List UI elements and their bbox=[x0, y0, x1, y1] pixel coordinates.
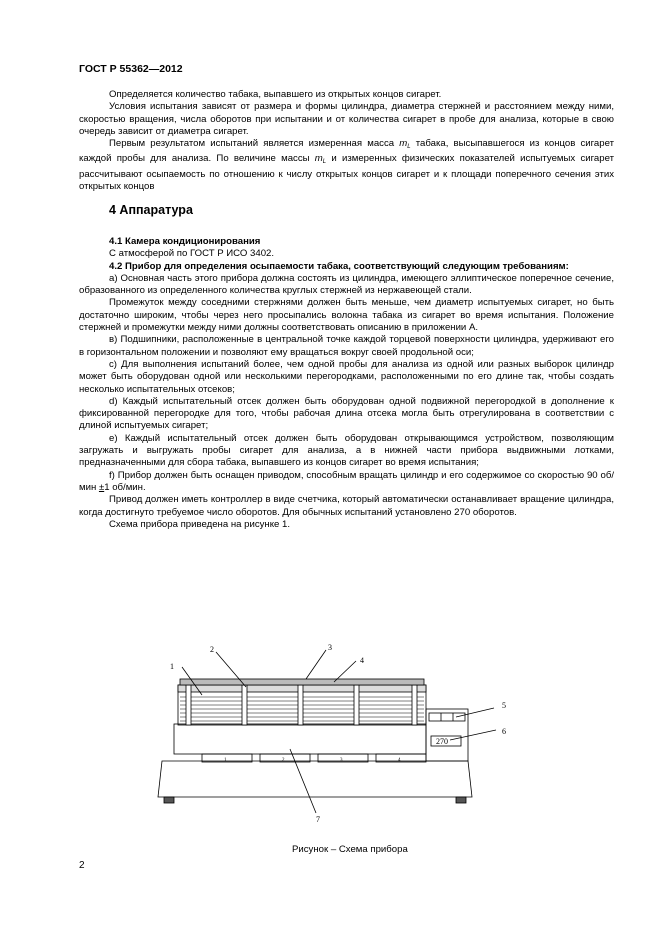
subsection-4-1-title: 4.1 Камера кондиционирования bbox=[109, 236, 261, 247]
item-f: f) Прибор должен быть оснащен приводом, способным вращать цилиндр и его содержимое со скоростью 90 об/мин ±1 об/мин. bbox=[79, 469, 614, 493]
section-title: 4 Аппаратура bbox=[109, 203, 193, 217]
item-a: а) Основная часть этого прибора должна состоять из цилиндра, имеющего эллиптическое поперечное сечение, образованного из определенного количества круглых стержней из нержавеющей стали. bbox=[79, 272, 614, 297]
svg-text:4: 4 bbox=[398, 758, 401, 763]
svg-text:2: 2 bbox=[282, 758, 285, 763]
intro-block bbox=[79, 89, 614, 193]
apparatus-body bbox=[174, 724, 426, 754]
label-4: 4 bbox=[360, 656, 364, 665]
label-2: 2 bbox=[210, 645, 214, 654]
apparatus-base bbox=[158, 761, 472, 797]
mass-symbol: $m_L$ bbox=[399, 138, 411, 151]
figure-caption: Рисунок – Схема прибора bbox=[292, 844, 408, 855]
label-6: 6 bbox=[502, 727, 506, 736]
label-7: 7 bbox=[316, 815, 320, 824]
item-e: е) Каждый испытательный отсек должен быть оборудован открывающимся устройством, позволяющим загружать и выгружать пробы сигарет для анализа, а в нижней части прибора выдвижными лотками, предназначенными для сбора табака, выпавшего из концов сигарет во время испытания; bbox=[79, 432, 614, 469]
svg-text:1: 1 bbox=[224, 758, 227, 763]
mass-symbol-2: $m_L$ bbox=[314, 153, 327, 166]
item-b: в) Подшипники, расположенные в центральной точке каждой торцевой поверхности цилиндра, удерживают его в горизонтальном положении и позволяют ему вращаться вокруг своей продольной оси; bbox=[79, 334, 614, 358]
document-header: ГОСТ Р 55362—2012 bbox=[79, 63, 183, 75]
label-3: 3 bbox=[328, 643, 332, 652]
drive-paragraph: Привод должен иметь контроллер в виде счетчика, который автоматически останавливает вращение цилиндра, когда достигнуто требуемое число оборотов. Для обычных испытаний установлено 270 оборотов. bbox=[79, 494, 614, 518]
item-d: d) Каждый испытательный отсек должен быть оборудован одной подвижной перегородкой в дополнение к фиксированной перегородке для того, чтобы рабочая длина отсека могла быть отрегулирована в соответствии с длиной испытуемых сигарет; bbox=[79, 395, 614, 432]
control-box bbox=[426, 709, 468, 761]
counter-value: 270 bbox=[436, 737, 448, 746]
drawer-trays bbox=[202, 754, 426, 763]
item-c: с) Для выполнения испытаний более, чем одной пробы для анализа из одной или разных выборок цилиндр может быть оборудован одной или несколькими перегородками, расположенными по его длине так, чтобы создать несколько испытательных отсеков; bbox=[79, 358, 614, 395]
label-1: 1 bbox=[170, 662, 174, 671]
label-5: 5 bbox=[502, 701, 506, 710]
apparatus-figure bbox=[150, 637, 530, 827]
section-4-body bbox=[79, 236, 614, 531]
cover bbox=[180, 679, 424, 685]
left-foot bbox=[164, 797, 174, 803]
control-buttons bbox=[429, 713, 465, 721]
subsection-4-1-text: С атмосферой по ГОСТ Р ИСО 3402. bbox=[109, 248, 275, 260]
subsection-4-2-title: 4.2 Прибор для определения осыпаемости табака, соответствующий следующим требованиям: bbox=[109, 260, 569, 272]
gap-paragraph: Промежуток между соседними стержнями должен быть меньше, чем диаметр испытуемых сигарет, но быть достаточно широким, чтобы через него просыпались волокна табака из сигарет во время испытания. Положение стержней и промежутки между ними должны соответствовать описанию в приложении А. bbox=[79, 297, 614, 334]
svg-text:3: 3 bbox=[340, 758, 343, 763]
intro-paragraph-2: Условия испытания зависят от размера и формы цилиндра, диаметра стержней и расстоянием между ними, скоростью вращения, числа оборотов при испытании и от количества сигарет в пробе для анализа, которые в свою очередь зависит от диаметра сигарет. bbox=[79, 101, 614, 137]
intro-paragraph-1: Определяется количество табака, выпавшего из открытых концов сигарет. bbox=[109, 89, 442, 100]
scheme-reference: Схема прибора приведена на рисунке 1. bbox=[109, 518, 291, 530]
right-foot bbox=[456, 797, 466, 803]
page-number: 2 bbox=[79, 860, 85, 871]
intro-paragraph-3: Первым результатом испытаний является измеренная масса $m_L$ табака, высыпавшегося из концов сигарет каждой пробы для анализа. По величине массы $m_L$ и измеренных физических показателей испытуемых сигарет рассчитывают осыпаемость по отношению к числу открытых концов сигарет и к площади поперечного сечения этих открытых концов bbox=[79, 138, 615, 193]
